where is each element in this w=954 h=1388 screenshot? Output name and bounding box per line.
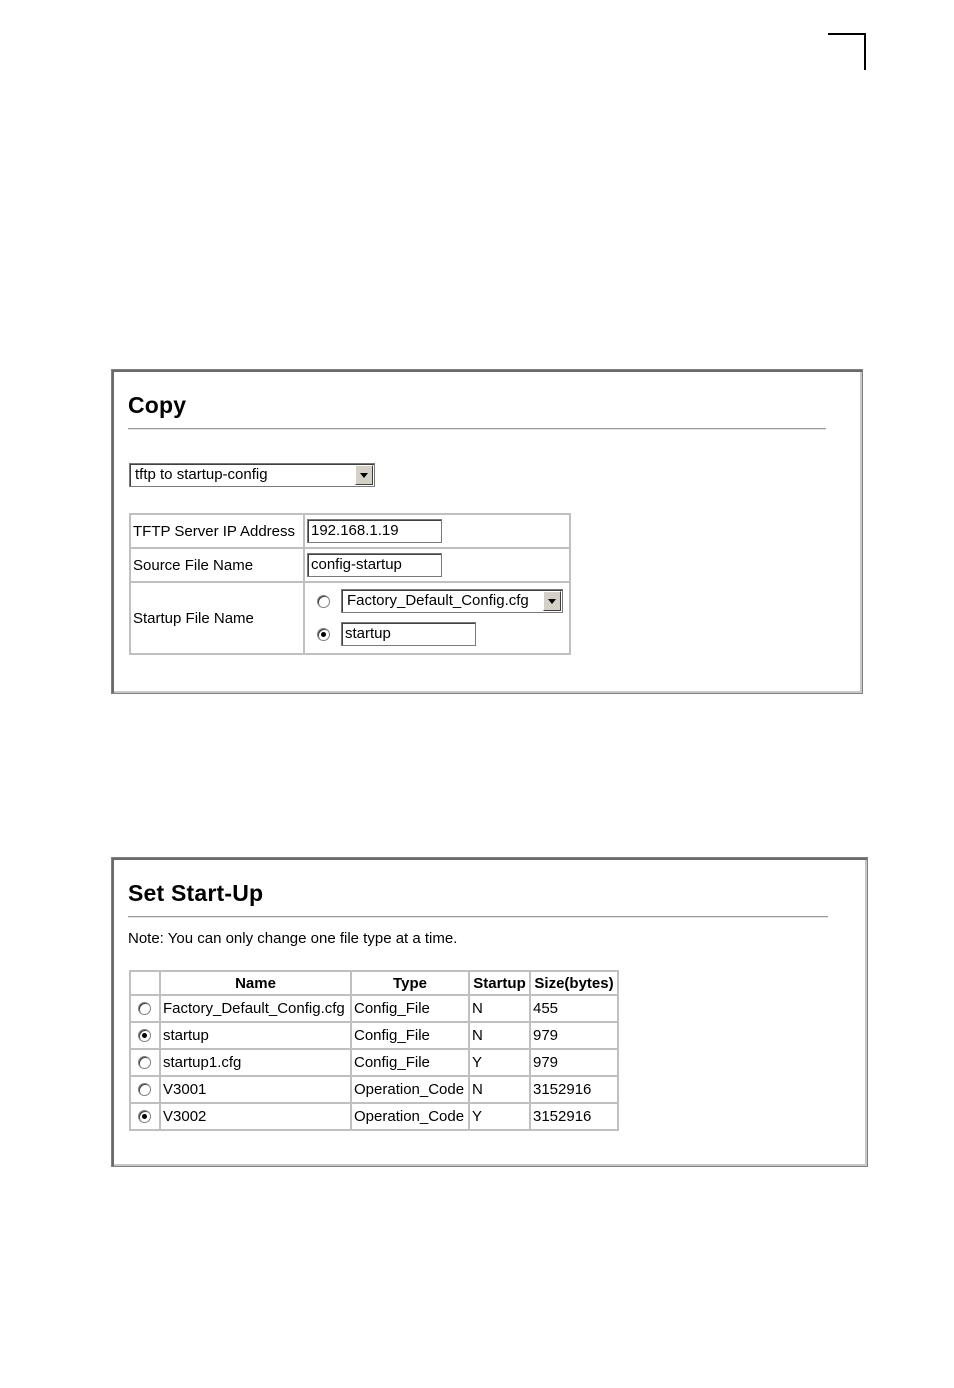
cell-size: 979 — [530, 1049, 618, 1076]
tftp-server-cell — [304, 514, 570, 548]
copy-form-table — [129, 513, 571, 655]
tftp-server-ip-input[interactable]: 192.168.1.19 — [307, 519, 442, 543]
row-select-cell — [130, 1022, 160, 1049]
row-select-cell — [130, 1103, 160, 1130]
startup-file-name-input[interactable]: startup — [341, 622, 476, 646]
title-divider — [128, 916, 828, 918]
page-title-set-startup: Set Start-Up — [128, 880, 264, 906]
cell-startup: Y — [469, 1103, 530, 1130]
source-file-cell — [304, 548, 570, 582]
cell-size: 3152916 — [530, 1103, 618, 1130]
row-select-radio[interactable] — [138, 1002, 151, 1015]
row-select-cell — [130, 1076, 160, 1103]
tftp-server-label: TFTP Server IP Address — [130, 514, 304, 548]
cell-startup: N — [469, 1076, 530, 1103]
source-file-name-input[interactable]: config-startup — [307, 553, 442, 577]
cell-type: Config_File — [351, 1049, 469, 1076]
copy-panel — [111, 369, 863, 694]
crop-mark — [828, 33, 866, 70]
startup-new-radio[interactable] — [317, 628, 330, 641]
column-header-type: Type — [351, 971, 469, 995]
row-select-cell — [130, 995, 160, 1022]
chevron-down-icon[interactable] — [543, 591, 561, 611]
startup-file-table — [129, 970, 619, 1131]
startup-file-label: Startup File Name — [130, 582, 304, 654]
table-row — [130, 995, 618, 1022]
copy-operation-value: tftp to startup-config — [135, 466, 268, 483]
cell-startup: N — [469, 995, 530, 1022]
cell-type: Config_File — [351, 1022, 469, 1049]
row-select-radio[interactable] — [138, 1110, 151, 1123]
startup-existing-radio[interactable] — [317, 595, 330, 608]
cell-type: Operation_Code — [351, 1103, 469, 1130]
cell-size: 455 — [530, 995, 618, 1022]
cell-startup: N — [469, 1022, 530, 1049]
title-divider — [128, 428, 826, 430]
table-row — [130, 1049, 618, 1076]
cell-name: V3001 — [160, 1076, 351, 1103]
table-row — [130, 1022, 618, 1049]
set-startup-panel — [111, 857, 868, 1167]
startup-file-cell — [304, 582, 570, 654]
note-text: Note: You can only change one file type at a time. — [128, 930, 458, 947]
source-file-label: Source File Name — [130, 548, 304, 582]
cell-name: V3002 — [160, 1103, 351, 1130]
cell-name: Factory_Default_Config.cfg — [160, 995, 351, 1022]
row-select-cell — [130, 1049, 160, 1076]
column-header-name: Name — [160, 971, 351, 995]
row-select-radio[interactable] — [138, 1083, 151, 1096]
startup-existing-value: Factory_Default_Config.cfg — [347, 592, 529, 609]
cell-size: 979 — [530, 1022, 618, 1049]
table-row — [130, 1103, 618, 1130]
chevron-down-icon[interactable] — [355, 465, 373, 485]
column-header-startup: Startup — [469, 971, 530, 995]
column-header-size: Size(bytes) — [530, 971, 618, 995]
cell-size: 3152916 — [530, 1076, 618, 1103]
row-select-radio[interactable] — [138, 1056, 151, 1069]
cell-type: Operation_Code — [351, 1076, 469, 1103]
copy-operation-select[interactable] — [129, 463, 375, 487]
cell-name: startup — [160, 1022, 351, 1049]
startup-existing-select[interactable] — [341, 589, 563, 613]
cell-startup: Y — [469, 1049, 530, 1076]
cell-type: Config_File — [351, 995, 469, 1022]
row-select-radio[interactable] — [138, 1029, 151, 1042]
page-title-copy: Copy — [128, 392, 187, 418]
cell-name: startup1.cfg — [160, 1049, 351, 1076]
select-column-header — [130, 971, 160, 995]
table-row — [130, 1076, 618, 1103]
